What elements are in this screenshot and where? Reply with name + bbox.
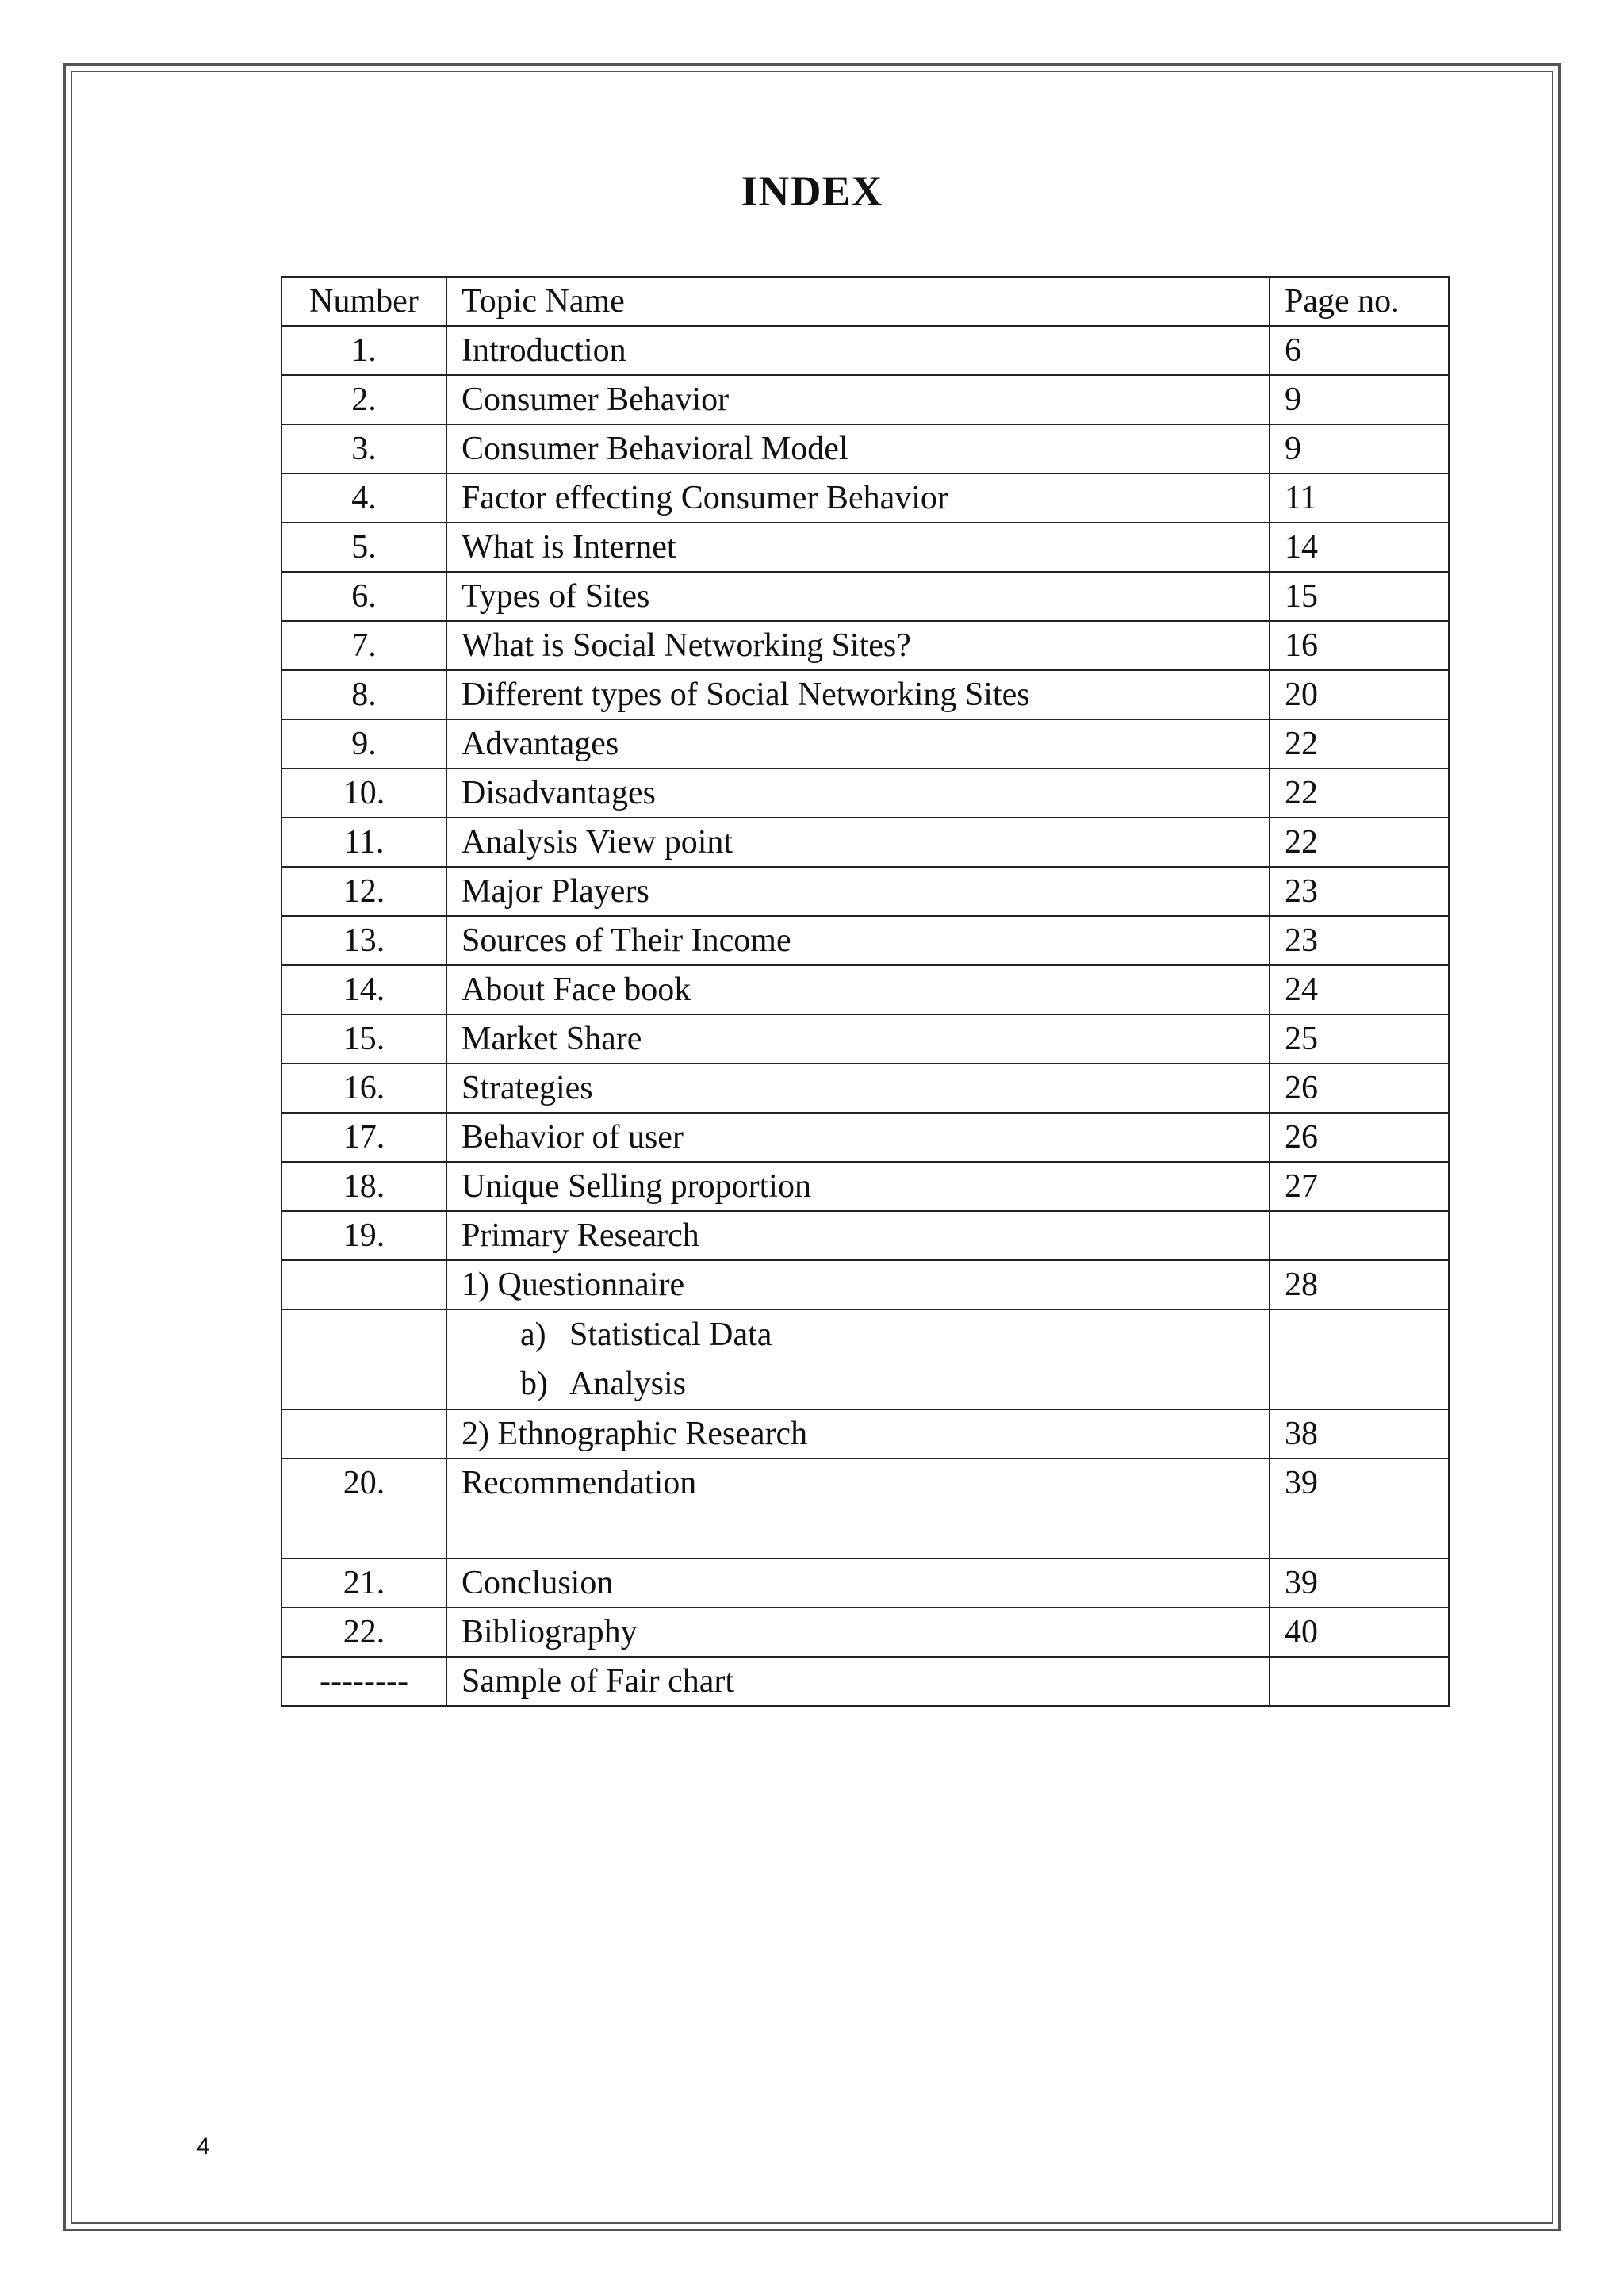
row-number: 6. [282,572,446,621]
table-row [282,1260,1449,1309]
table-row [282,523,1449,572]
row-page [1270,1657,1449,1706]
row-topic: Disadvantages [446,769,1270,818]
row-topic: Market Share [446,1014,1270,1064]
table-row [282,1211,1449,1260]
table-row [282,424,1449,473]
row-number [282,1260,446,1309]
row-page: 14 [1270,523,1449,572]
row-number [282,1409,446,1458]
row-page: 22 [1270,818,1449,867]
sub-item-text: Statistical Data [569,1317,772,1353]
row-page: 9 [1270,424,1449,473]
row-topic: Different types of Social Networking Sites [446,670,1270,719]
row-number: 22. [282,1608,446,1657]
row-number: 2. [282,375,446,424]
row-page: 39 [1270,1458,1449,1558]
row-topic: Consumer Behavior [446,375,1270,424]
row-topic: Behavior of user [446,1113,1270,1162]
row-page: 24 [1270,965,1449,1014]
row-page [1270,1211,1449,1260]
row-page: 22 [1270,769,1449,818]
row-number: 4. [282,473,446,523]
row-page: 9 [1270,375,1449,424]
sub-item [447,1359,1254,1409]
row-topic: What is Social Networking Sites? [446,621,1270,670]
row-topic: Major Players [446,867,1270,916]
row-topic: Introduction [446,326,1270,375]
row-number: 9. [282,719,446,769]
table-row [282,769,1449,818]
row-page: 26 [1270,1064,1449,1113]
sub-item-marker: b) [520,1366,548,1402]
row-number: 5. [282,523,446,572]
row-page: 16 [1270,621,1449,670]
row-number: 14. [282,965,446,1014]
table-row-sub-items [282,1309,1449,1409]
table-row [282,1558,1449,1608]
table-row [282,1409,1449,1458]
row-number: 20. [282,1458,446,1558]
row-page: 27 [1270,1162,1449,1211]
row-page: 20 [1270,670,1449,719]
row-topic: Recommendation [446,1458,1270,1558]
row-page: 23 [1270,916,1449,965]
row-number: 1. [282,326,446,375]
row-page [1270,1309,1449,1409]
sub-item-marker: a) [520,1317,546,1353]
row-number [282,1309,446,1409]
row-page: 40 [1270,1608,1449,1657]
row-number: 18. [282,1162,446,1211]
table-header-row [282,277,1449,326]
row-topic: Bibliography [446,1608,1270,1657]
table-row [282,375,1449,424]
row-number: 12. [282,867,446,916]
row-page: 6 [1270,326,1449,375]
row-topic: Advantages [446,719,1270,769]
row-topic: Sample of Fair chart [446,1657,1270,1706]
row-number: 7. [282,621,446,670]
table-row [282,1014,1449,1064]
row-topic: Strategies [446,1064,1270,1113]
row-topic: Consumer Behavioral Model [446,424,1270,473]
row-topic: Primary Research [446,1211,1270,1260]
table-row [282,670,1449,719]
row-page: 28 [1270,1260,1449,1309]
row-topic: Factor effecting Consumer Behavior [446,473,1270,523]
table-row [282,572,1449,621]
sub-item [447,1310,1254,1359]
page-number: 4 [197,2133,210,2160]
row-number: 13. [282,916,446,965]
table-row [282,867,1449,916]
table-row [282,621,1449,670]
row-number: 21. [282,1558,446,1608]
table-row [282,1064,1449,1113]
row-number: -------- [282,1657,446,1706]
row-number: 16. [282,1064,446,1113]
row-page: 39 [1270,1558,1449,1608]
table-row [282,1113,1449,1162]
row-page: 22 [1270,719,1449,769]
row-page: 25 [1270,1014,1449,1064]
table-row [282,1608,1449,1657]
row-topic: Types of Sites [446,572,1270,621]
row-page: 11 [1270,473,1449,523]
row-topic: Sources of Their Income [446,916,1270,965]
row-number: 17. [282,1113,446,1162]
row-number: 8. [282,670,446,719]
table-row [282,1657,1449,1706]
table-row [282,326,1449,375]
row-number: 11. [282,818,446,867]
row-number: 19. [282,1211,446,1260]
row-page: 23 [1270,867,1449,916]
header-topic-name: Topic Name [446,277,1270,326]
index-table [281,276,1450,1707]
table-row [282,965,1449,1014]
row-number: 3. [282,424,446,473]
table-row [282,719,1449,769]
row-topic: 1) Questionnaire [446,1260,1270,1309]
table-row [282,818,1449,867]
row-page: 26 [1270,1113,1449,1162]
row-topic: 2) Ethnographic Research [446,1409,1270,1458]
table-row [282,916,1449,965]
row-number: 10. [282,769,446,818]
header-number: Number [282,277,446,326]
row-page: 15 [1270,572,1449,621]
row-topic: Unique Selling proportion [446,1162,1270,1211]
row-topic-sub-items [446,1309,1270,1409]
row-topic: Analysis View point [446,818,1270,867]
row-topic: What is Internet [446,523,1270,572]
page-title: INDEX [741,167,883,215]
table-row [282,1458,1449,1558]
row-number: 15. [282,1014,446,1064]
row-page: 38 [1270,1409,1449,1458]
table-row [282,1162,1449,1211]
header-page-no: Page no. [1270,277,1449,326]
table-row [282,473,1449,523]
sub-item-text: Analysis [569,1366,686,1402]
row-topic: About Face book [446,965,1270,1014]
row-topic: Conclusion [446,1558,1270,1608]
